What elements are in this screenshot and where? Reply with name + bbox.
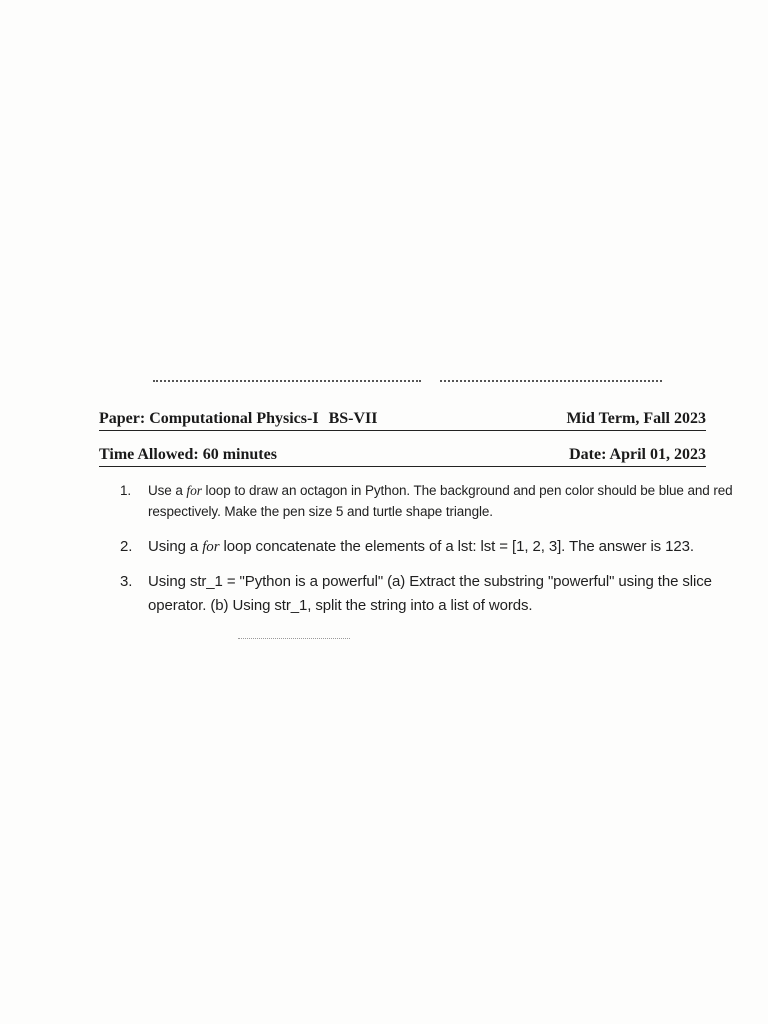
question-1 — [120, 480, 750, 522]
dotted-separator-right — [440, 372, 662, 382]
question-number: 3. — [120, 573, 133, 590]
class-name: BS-VII — [328, 410, 378, 427]
time-date-row — [99, 445, 706, 467]
term-label: Mid Term, Fall 2023 — [566, 410, 706, 427]
time-date-underline — [99, 466, 706, 467]
question-2 — [120, 536, 750, 558]
question-text: Using str_1 = "Python is a powerful" (a) Extract the substring "powerful" using the slice operator. (b) Using str_1, split the string into a list of words. — [148, 573, 712, 614]
question-text: Use a for loop to draw an octagon in Python. The background and pen color should be blue and red respectively. Make the pen size 5 and turtle shape triangle. — [148, 483, 733, 519]
paper-header-row — [99, 409, 706, 431]
question-list — [120, 480, 750, 618]
paper-name: Paper: Computational Physics-I — [99, 410, 319, 427]
dotted-separator-left — [153, 372, 421, 382]
question-3 — [120, 570, 750, 618]
exam-date: Date: April 01, 2023 — [569, 446, 706, 463]
question-number: 2. — [120, 538, 133, 555]
dotted-separator-bottom — [238, 632, 350, 639]
question-number: 1. — [120, 483, 132, 498]
italic-keyword: for — [202, 539, 220, 555]
italic-keyword: for — [186, 483, 202, 498]
question-text: Using a for loop concatenate the elements of a lst: lst = [1, 2, 3]. The answer is 123. — [148, 538, 694, 555]
header-underline — [99, 430, 706, 431]
time-allowed: Time Allowed: 60 minutes — [99, 446, 277, 463]
paper-title — [99, 409, 377, 429]
